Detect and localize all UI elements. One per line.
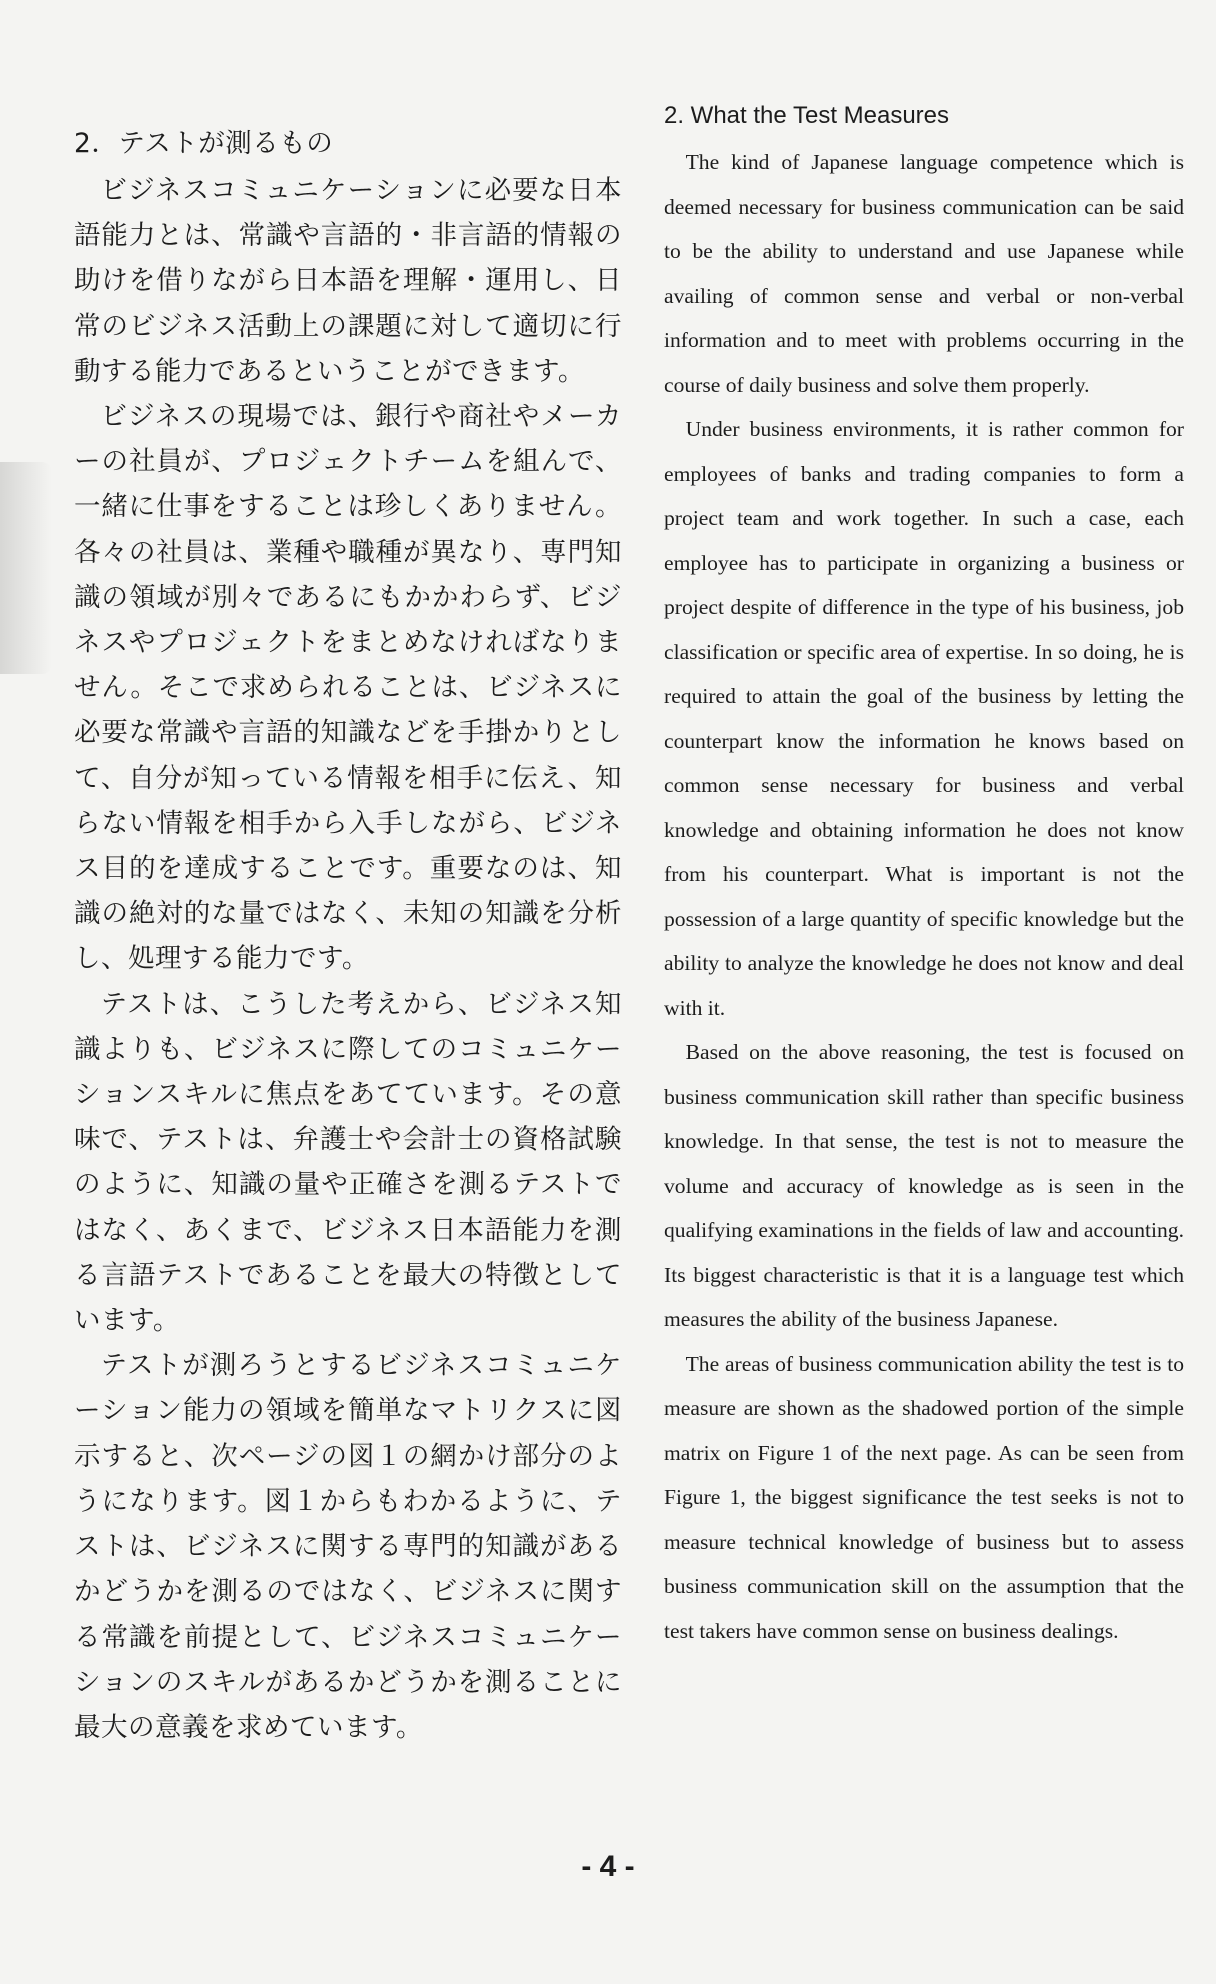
japanese-paragraph-2: ビジネスの現場では、銀行や商社やメーカーの社員が、プロジェクトチームを組んで、一緒に仕事をすることは珍しくありません。各々の社員は、業種や職種が異なり、専門知識の領域が別々であるにもかかわらず、ビジネスやプロジェクトをまとめなければなりません。そこで求められることは、ビジネスに必要な常識や言語的知識などを手掛かりとして、自分が知っている情報を相手に伝え、知らない情報を相手から入手しながら、ビジネス目的を達成することです。重要なのは、知識の絶対的な量ではなく、未知の知識を分析し、処理する能力です。 [74, 401, 622, 975]
page-number: - 4 - [581, 1850, 635, 1883]
japanese-paragraph-1: ビジネスコミュニケーションに必要な日本語能力とは、常識や言語的・非言語的情報の助けを借りながら日本語を理解・運用し、日常のビジネス活動上の課題に対して適切に行動する能力であるということができます。 [74, 175, 622, 387]
japanese-paragraph-4: テストが測ろうとするビジネスコミュニケーション能力の領域を簡単なマトリクスに図示すると、次ページの図１の網かけ部分のようになります。図１からもわかるように、テストは、ビジネスに関する専門的知識があるかどうかを測るのではなく、ビジネスに関する常識を前提として、ビジネスコミュニケーションのスキルがあるかどうかを測ることに最大の意義を求めています。 [74, 1350, 622, 1743]
japanese-heading: 2．テストが測るもの [74, 128, 334, 159]
english-heading: 2. What the Test Measures [664, 102, 950, 129]
english-paragraph-4: The areas of business communication ability the test is to measure are shown as the shadowed portion of the simple matrix on Figure 1 of the next page. As can be seen from Figure 1, the biggest significance the test seeks is not to measure technical knowledge of business but to assess business communication skill on the assumption that the test takers have common sense on business dealings. [664, 1351, 1184, 1643]
binding-shadow [0, 462, 52, 674]
english-paragraph-3: Based on the above reasoning, the test is focused on business communication skill rather than specific business knowledge. In that sense, the test is not to measure the volume and accuracy of knowledge as is seen in the qualifying examinations in the fields of law and accounting. Its biggest characteristic is that it is a language test which measures the ability of the business Japanese. [664, 1040, 1184, 1331]
japanese-paragraph-3: テストは、こうした考えから、ビジネス知識よりも、ビジネスに際してのコミュニケーションスキルに焦点をあてています。その意味で、テストは、弁護士や会計士の資格試験のように、知識の量や正確さを測るテストではなく、あくまで、ビジネス日本語能力を測る言語テストであることを最大の特徴としています。 [74, 988, 622, 1337]
english-column [664, 96, 1184, 1653]
japanese-column [74, 124, 622, 1750]
english-paragraph-1: The kind of Japanese language competence which is deemed necessary for business communication can be said to be the ability to understand and use Japanese while availing of common sense and verbal or non-verbal information and to meet with problems occurring in the course of daily business and solve them properly. [664, 150, 1184, 397]
english-paragraph-2: Under business environments, it is rather common for employees of banks and trading companies to form a project team and work together. In such a case, each employee has to participate in organizing a business or project despite of difference in the type of his business, job classification or specific area of expertise. In so doing, he is required to attain the goal of the business by letting the counterpart know the information he knows based on common sense necessary for business and verbal knowledge and obtaining information he does not know from his counterpart. What is important is not the possession of a large quantity of specific knowledge but the ability to analyze the knowledge he does not know and deal with it. [664, 417, 1184, 1020]
